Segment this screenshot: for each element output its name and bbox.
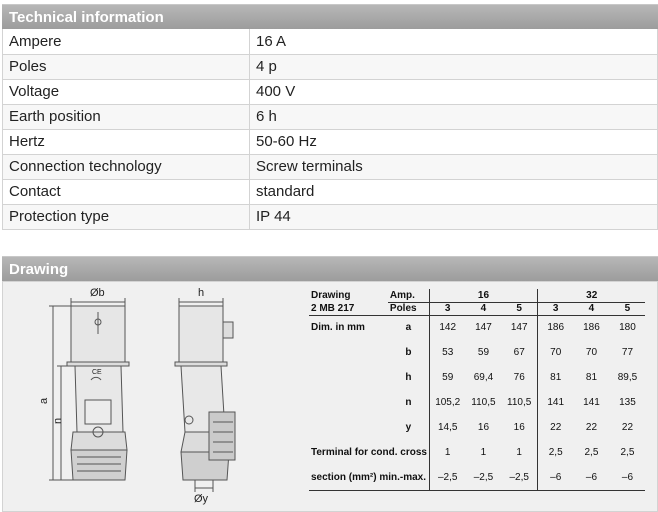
- table-row: [3, 154, 658, 179]
- section-value: –2,5: [465, 465, 501, 490]
- dim-value: 141: [537, 390, 573, 415]
- pole-header: 4: [573, 302, 609, 315]
- terminal-value: 1: [516, 447, 522, 458]
- spec-value: 6 h: [250, 104, 658, 129]
- dim-value: 69,4: [473, 372, 494, 383]
- dim-value: 22: [621, 422, 634, 433]
- drawing-panel: [2, 281, 658, 512]
- spec-label: Connection technology: [3, 154, 250, 179]
- spec-value: 400 V: [250, 79, 658, 104]
- dim-value: 147: [501, 315, 537, 340]
- dim-value: 186: [537, 315, 573, 340]
- spec-label: Protection type: [3, 204, 250, 229]
- dim-letter: n: [405, 397, 412, 408]
- amp-label: Amp.: [389, 289, 415, 301]
- dim-value: 22: [585, 422, 598, 433]
- plug-front-grip: [71, 450, 127, 480]
- drawing-header: Drawing: [2, 256, 658, 281]
- terminal-label: Terminal for cond. cross: [311, 447, 427, 458]
- technical-information-header: Technical information: [2, 4, 658, 29]
- dim-value: 110,5: [471, 397, 496, 408]
- section-value: –6: [609, 465, 645, 490]
- drawing-title-line1: Drawing: [311, 290, 351, 301]
- dim-value: 59: [477, 347, 490, 358]
- section-value: –6: [537, 465, 573, 490]
- spec-label: Earth position: [3, 104, 250, 129]
- dim-letter: y: [405, 422, 412, 433]
- table-row: [3, 204, 658, 229]
- dim-value: 186: [573, 315, 609, 340]
- dim-value: 16: [477, 422, 490, 433]
- dim-value: 22: [537, 415, 573, 440]
- pole-header: 3: [429, 302, 465, 315]
- spec-value: Screw terminals: [250, 154, 658, 179]
- section-label: section (mm²) min.-max.: [309, 465, 429, 490]
- dim-value: 14,5: [429, 415, 465, 440]
- table-row: [3, 179, 658, 204]
- terminal-value: 1: [480, 447, 487, 458]
- pole-header: 4: [465, 302, 501, 315]
- dim-value: 89,5: [617, 372, 638, 383]
- section-value: –2,5: [429, 465, 465, 490]
- dim-value: 135: [619, 397, 636, 408]
- dimension-h-label: h: [198, 287, 205, 299]
- dim-letter: a: [388, 315, 430, 340]
- dim-value: 110,5: [507, 397, 532, 408]
- spec-value: 4 p: [250, 54, 658, 79]
- dim-value: 142: [429, 315, 465, 340]
- pole-header: 3: [537, 302, 573, 315]
- pole-header: 5: [501, 302, 537, 315]
- dimension-n-label: n: [52, 417, 64, 424]
- dim-letter: b: [405, 347, 412, 358]
- dim-value: 77: [621, 347, 634, 358]
- table-row: [3, 29, 658, 54]
- dim-value: 67: [513, 347, 525, 358]
- spec-label: Poles: [3, 54, 250, 79]
- dim-value: 70: [537, 340, 573, 365]
- spec-label: Contact: [3, 179, 250, 204]
- spec-label: Ampere: [3, 29, 250, 54]
- dim-value: 147: [465, 315, 501, 340]
- dim-value: 105,2: [429, 390, 465, 415]
- spec-value: IP 44: [250, 204, 658, 229]
- terminal-value: 1: [429, 440, 465, 465]
- drawing-title-line2: 2 MB 217: [311, 302, 355, 314]
- table-row: [3, 79, 658, 104]
- section-value: –2,5: [501, 465, 537, 490]
- spec-value: 50-60 Hz: [250, 129, 658, 154]
- dim-value: 59: [429, 365, 465, 390]
- amp-group-32: 32: [537, 289, 645, 302]
- dim-value: 81: [537, 365, 573, 390]
- dimension-y-label: Øy: [194, 493, 209, 505]
- dimension-b-label: Øb: [90, 287, 105, 299]
- terminal-value: 2,5: [620, 447, 635, 458]
- technical-information-table: [2, 29, 658, 230]
- terminal-value: 2,5: [584, 447, 599, 458]
- dim-letter: h: [405, 372, 412, 383]
- table-row: [3, 129, 658, 154]
- amp-group-16: 16: [429, 289, 537, 302]
- plug-side-cap: [179, 306, 223, 362]
- dim-unit-label: Dim. in mm: [309, 315, 388, 340]
- section-value: –6: [573, 465, 609, 490]
- dim-value: 81: [585, 372, 598, 383]
- table-row: [3, 54, 658, 79]
- poles-label: Poles: [388, 302, 430, 315]
- dim-value: 70: [585, 347, 598, 358]
- plug-technical-drawing: [3, 282, 303, 512]
- dim-value: 180: [609, 315, 645, 340]
- dim-value: 76: [513, 372, 525, 383]
- dimensions-table: [309, 289, 645, 491]
- spec-value: 16 A: [250, 29, 658, 54]
- dim-value: 141: [583, 397, 600, 408]
- ce-mark: CE: [92, 369, 102, 376]
- spec-label: Hertz: [3, 129, 250, 154]
- terminal-value: 2,5: [537, 440, 573, 465]
- dimension-a-label: a: [38, 397, 50, 404]
- dim-value: 16: [513, 422, 525, 433]
- dim-value: 53: [429, 340, 465, 365]
- spec-value: standard: [250, 179, 658, 204]
- spec-label: Voltage: [3, 79, 250, 104]
- pole-header: 5: [609, 302, 645, 315]
- table-row: [3, 104, 658, 129]
